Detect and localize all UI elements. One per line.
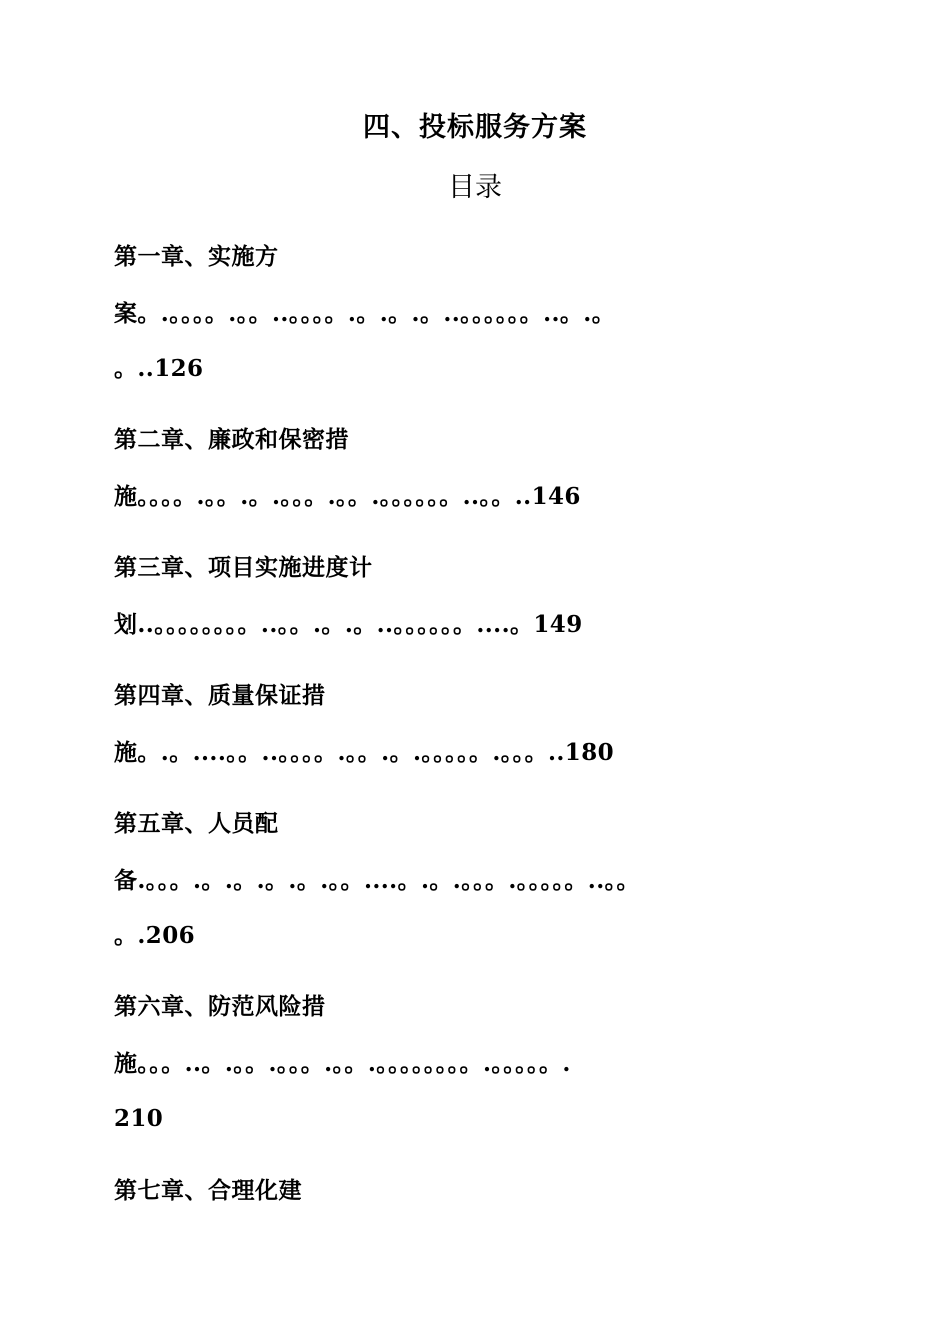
toc-chapter-1-leader: 案。.。。。。.。。..。。。。.。.。.。..。。。。。。..。.。 bbox=[114, 300, 616, 327]
toc-chapter-6-page: 210 bbox=[114, 1105, 164, 1132]
toc-chapter-5-title: 第五章、人员配 bbox=[114, 810, 279, 837]
toc-chapter-6-title: 第六章、防范风险措 bbox=[114, 993, 326, 1020]
toc-chapter-5-leader: 备.。。。.。.。.。.。.。。....。.。.。。。.。。。。。..。。 bbox=[114, 867, 640, 894]
toc-chapter-7-title: 第七章、合理化建 bbox=[114, 1177, 302, 1204]
toc-chapter-1-title: 第一章、实施方 bbox=[114, 243, 279, 270]
toc-chapter-3-title: 第三章、项目实施进度计 bbox=[114, 554, 373, 581]
toc-chapter-3-leader: 划..。。。。。。。。..。。.。.。..。。。。。。....。149 bbox=[114, 611, 583, 638]
toc-chapter-2-leader: 施。。。。.。。.。.。。。.。。.。。。。。。..。。..146 bbox=[114, 483, 581, 510]
toc-chapter-2-title: 第二章、廉政和保密措 bbox=[114, 426, 349, 453]
toc-chapter-4-title: 第四章、质量保证措 bbox=[114, 682, 326, 709]
toc-chapter-5-page: 。.206 bbox=[114, 922, 196, 949]
toc-chapter-6-leader: 施。。。..。.。。.。。。.。。.。。。。。。。。.。。。。。. bbox=[114, 1050, 571, 1077]
toc-chapter-4-leader: 施。.。....。。..。。。。.。。.。.。。。。。.。。。..180 bbox=[114, 739, 615, 766]
toc-chapter-1-page: 。..126 bbox=[114, 355, 204, 382]
toc-heading: 目录 bbox=[448, 172, 502, 203]
document-title: 四、投标服务方案 bbox=[363, 112, 587, 143]
